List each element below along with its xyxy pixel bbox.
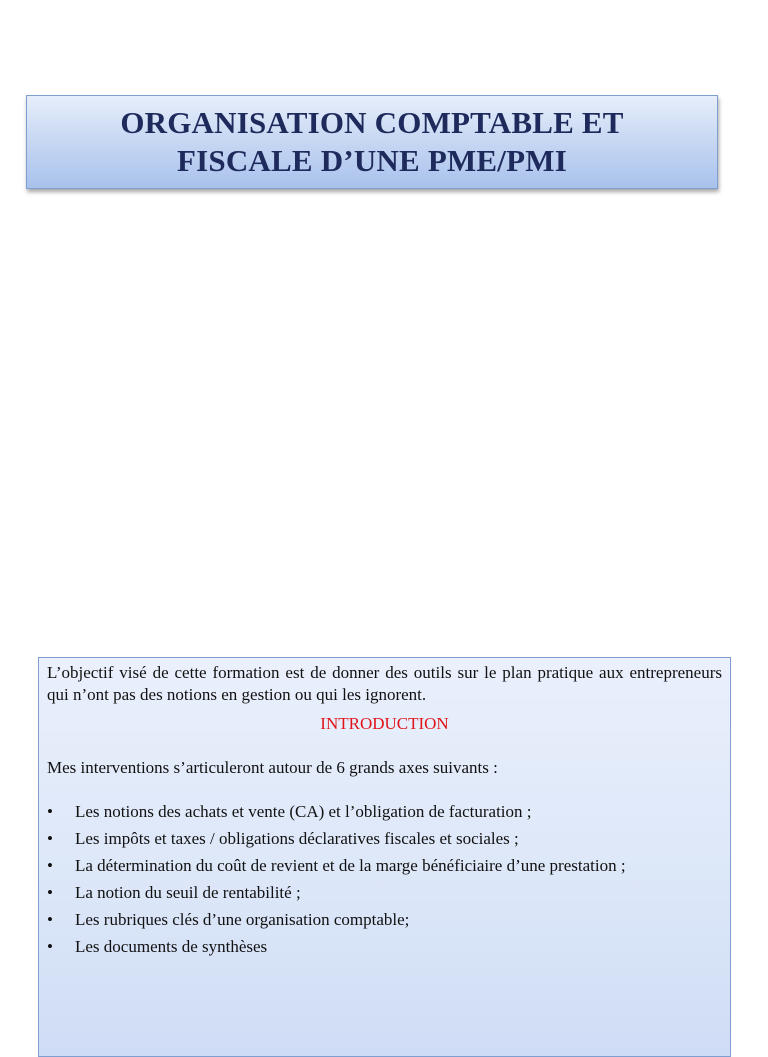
- list-item-text: Les notions des achats et vente (CA) et l’obligation de facturation ;: [75, 802, 532, 821]
- axes-list: [47, 801, 722, 958]
- axes-lead-text: Mes interventions s’articuleront autour de 6 grands axes suivants :: [47, 758, 498, 777]
- list-item-text: Les documents de synthèses: [75, 937, 268, 956]
- list-item: [47, 855, 722, 877]
- title-banner: [26, 95, 718, 189]
- list-item: [47, 909, 722, 931]
- content-panel: [38, 657, 731, 1057]
- list-item: [47, 882, 722, 904]
- bullet-icon: •: [47, 937, 53, 956]
- intro-paragraph: L’objectif visé de cette formation est de donner des outils sur le plan pratique aux entrepreneurs qui n’ont pas des notions en gestion ou qui les ignorent.: [47, 663, 722, 704]
- bullet-icon: •: [47, 883, 53, 902]
- bullet-icon: •: [47, 802, 53, 821]
- bullet-icon: •: [47, 829, 53, 848]
- list-item: [47, 828, 722, 850]
- list-item-text: La notion du seuil de rentabilité ;: [75, 883, 301, 902]
- page-title: ORGANISATION COMPTABLE ET FISCALE D’UNE PME/PMI: [120, 105, 624, 178]
- bullet-icon: •: [47, 910, 53, 929]
- bullet-icon: •: [47, 856, 53, 875]
- list-item-text: Les impôts et taxes / obligations déclaratives fiscales et sociales ;: [75, 829, 519, 848]
- list-item: [47, 801, 722, 823]
- list-item-text: La détermination du coût de revient et de la marge bénéficiaire d’une prestation ;: [75, 856, 626, 875]
- list-item: [47, 936, 722, 958]
- section-heading: INTRODUCTION: [320, 714, 449, 733]
- list-item-text: Les rubriques clés d’une organisation comptable;: [75, 910, 410, 929]
